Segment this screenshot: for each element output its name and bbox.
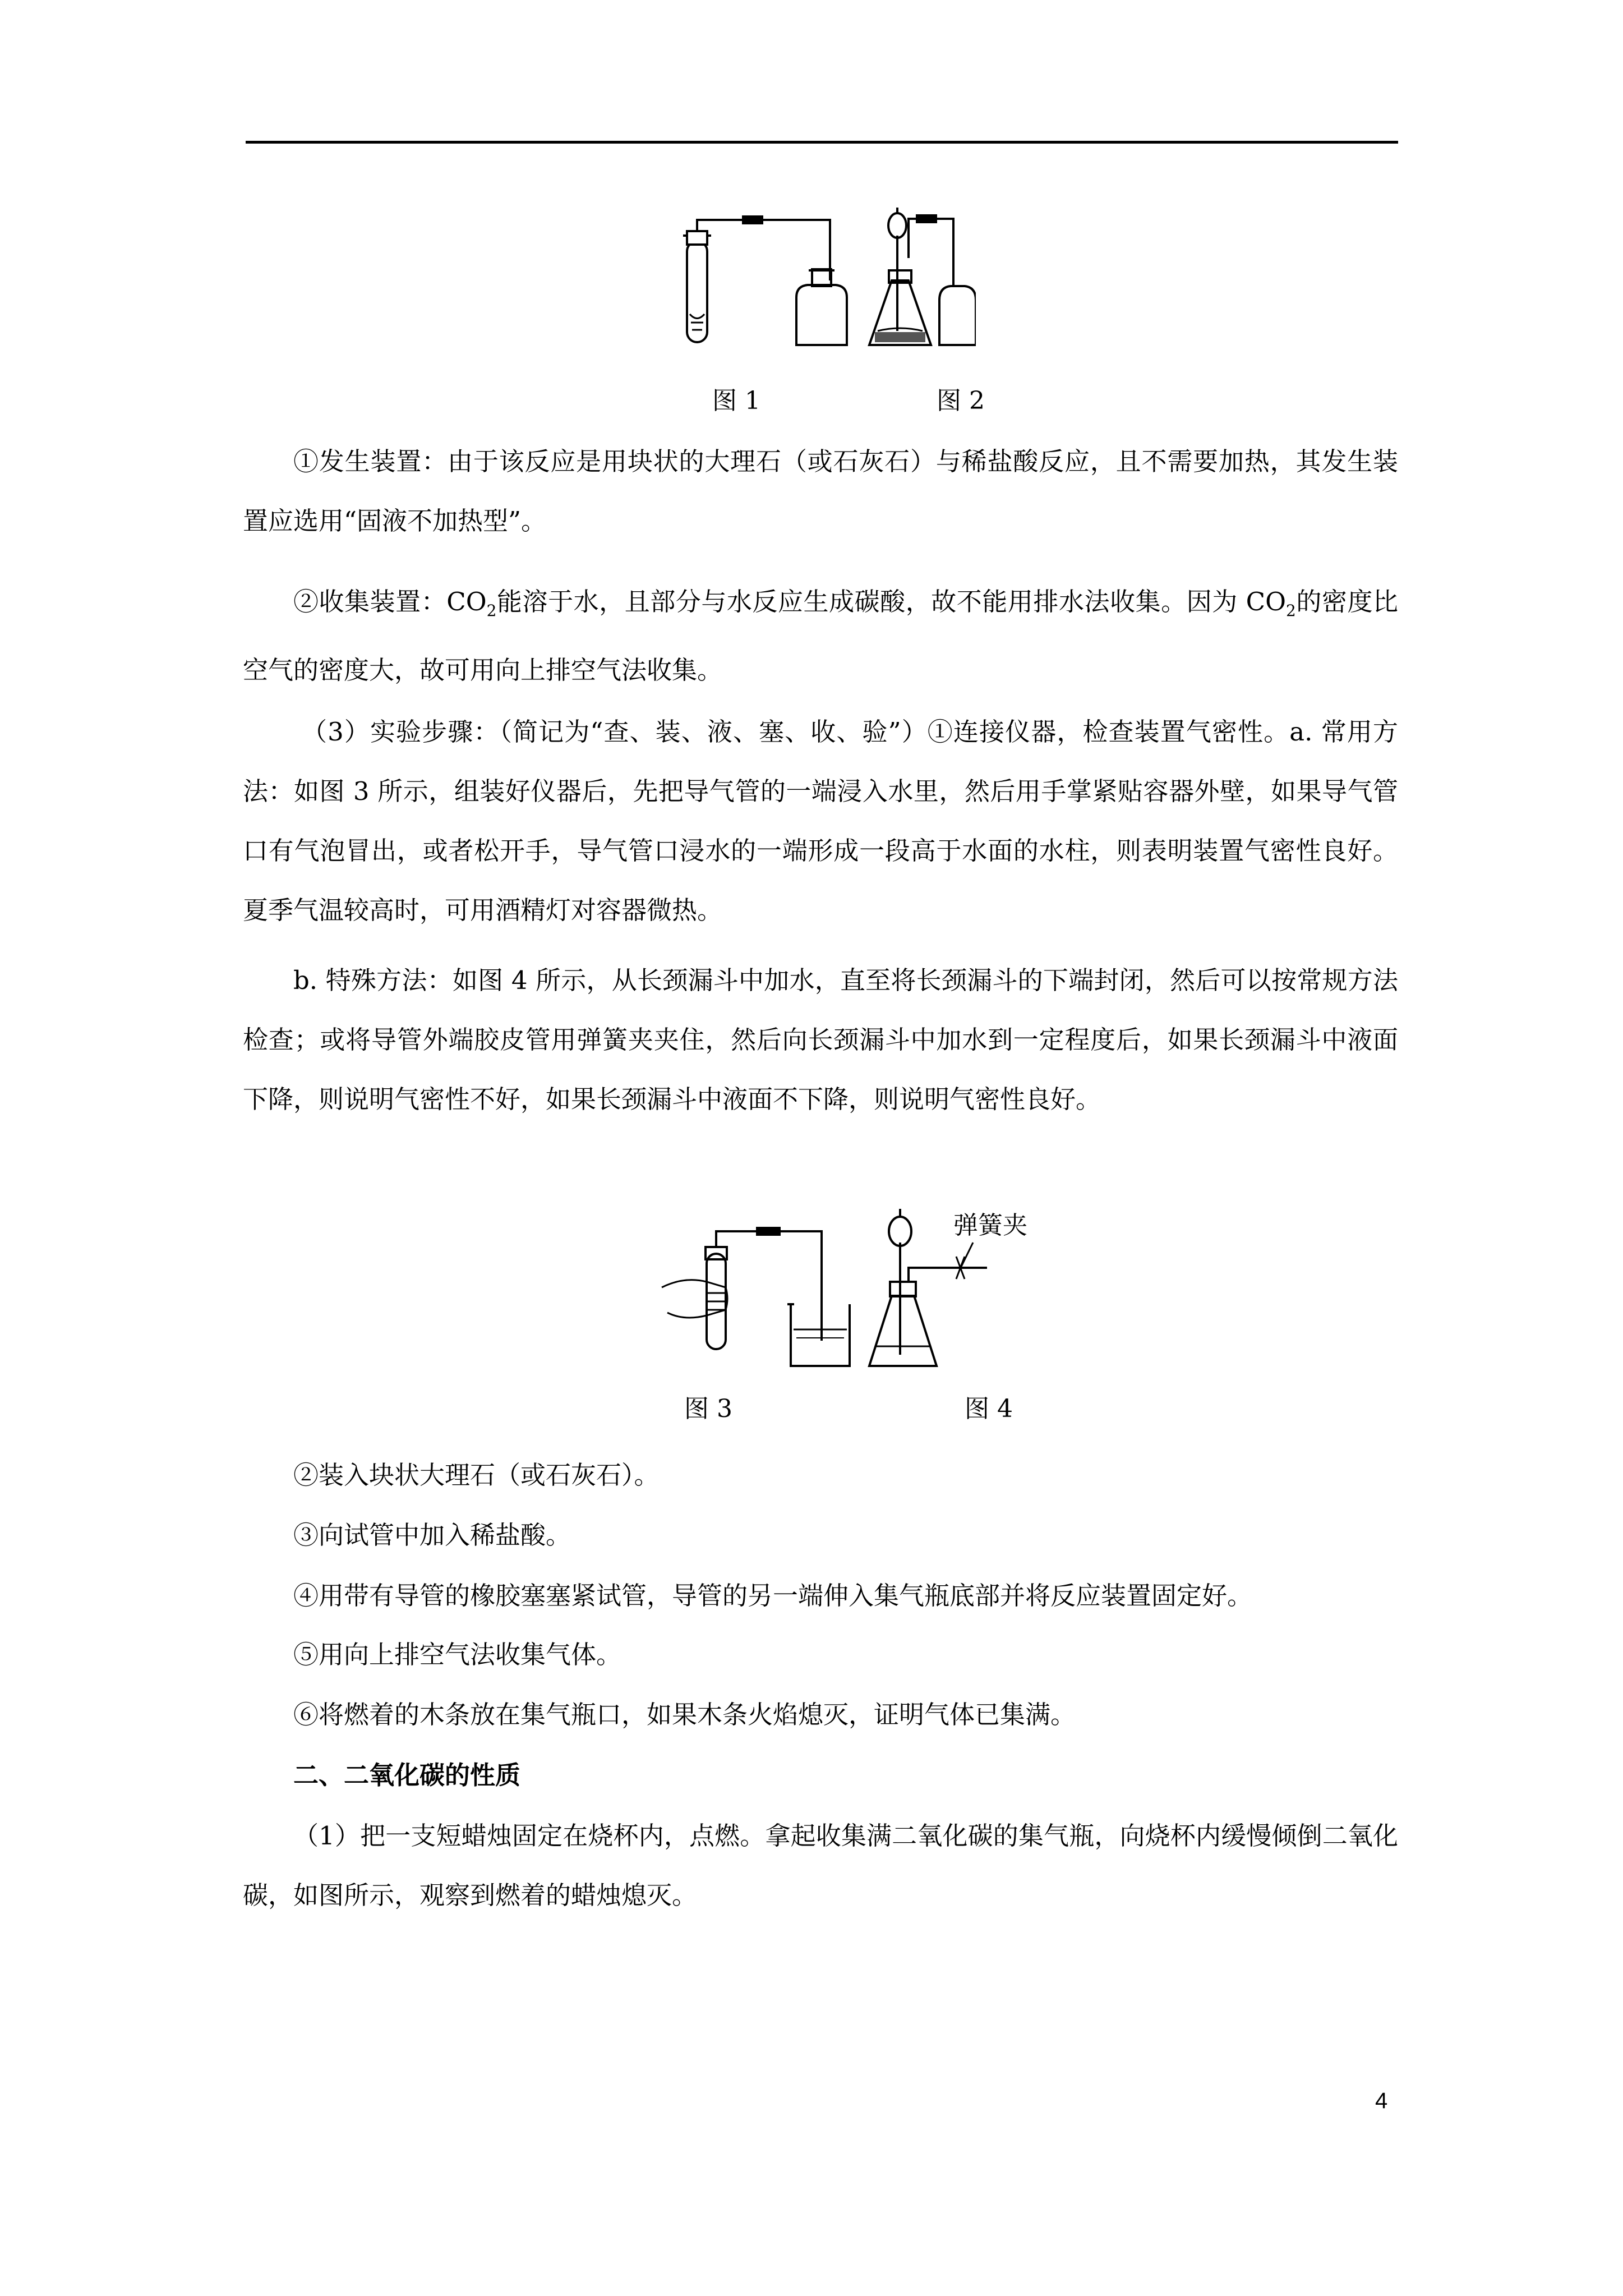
- paragraph-special-method: [243, 951, 1398, 1129]
- figure-1-2-apparatus: [662, 202, 976, 365]
- step-line: ④用带有导管的橡胶塞塞紧试管，导管的另一端伸入集气瓶底部并将反应装置固定好。: [293, 1581, 1253, 1611]
- paragraph-candle-experiment: [243, 1806, 1398, 1925]
- paragraph-collection-device: [243, 572, 1398, 700]
- section-heading: 二、二氧化碳的性质: [293, 1760, 521, 1790]
- paragraph-generation-device: [243, 432, 1398, 551]
- subscript: 2: [1285, 601, 1296, 620]
- text-segment: 能溶于水，且部分与水反应生成碳酸，故不能用排水法收集。因为 CO: [496, 587, 1286, 616]
- figure-4-caption: 图 4: [965, 1395, 1013, 1423]
- header-rule: [246, 141, 1398, 144]
- text-segment: ②收集装置：CO: [293, 587, 487, 616]
- step-line: ⑥将燃着的木条放在集气瓶口，如果木条火焰熄灭，证明气体已集满。: [293, 1700, 1076, 1729]
- spring-clip-label: 弹簧夹: [953, 1211, 1027, 1240]
- figure-2-caption: 图 2: [937, 386, 985, 415]
- page-number: 4: [1375, 2088, 1388, 2113]
- step-line: ②装入块状大理石（或石灰石）。: [293, 1460, 660, 1490]
- paragraph-experiment-steps: [243, 702, 1398, 940]
- subscript: 2: [486, 601, 497, 620]
- figure-3-caption: 图 3: [684, 1395, 732, 1423]
- paragraph-text: ①发生装置：由于该反应是用块状的大理石（或石灰石）与稀盐酸反应，且不需要加热，其发生装置应选用“固液不加热型”。: [243, 447, 1398, 536]
- paragraph-text: （3）实验步骤：（简记为“查、装、液、塞、收、验”）①连接仪器，检查装置气密性。a. 常用方法：如图 3 所示，组装好仪器后，先把导气管的一端浸入水里，然后用手掌紧贴容器外壁，如果导气管口有气泡冒出，或者松开手，导气管口浸水的一端形成一段高于水面的水柱，则表明装置气密性良好。夏季气温较高时，可用酒精灯对容器微热。: [243, 717, 1398, 925]
- figure-1-caption: 图 1: [712, 386, 760, 415]
- step-line: ⑤用向上排空气法收集气体。: [293, 1640, 622, 1669]
- text-segment: 的密度比空气的密度大，故可用向上排空气法收集。: [243, 587, 1398, 685]
- step-line: ③向试管中加入稀盐酸。: [293, 1520, 571, 1550]
- paragraph-text: （1）把一支短蜡烛固定在烧杯内，点燃。拿起收集满二氧化碳的集气瓶，向烧杯内缓慢倾倒二氧化碳，如图所示，观察到燃着的蜡烛熄灭。: [243, 1821, 1398, 1910]
- paragraph-text: b. 特殊方法：如图 4 所示，从长颈漏斗中加水，直至将长颈漏斗的下端封闭，然后可以按常规方法检查；或将导管外端胶皮管用弹簧夹夹住，然后向长颈漏斗中加水到一定程度后，如果长颈漏斗中液面下降，则说明气密性不好，如果长颈漏斗中液面不下降，则说明气密性良好。: [243, 965, 1398, 1114]
